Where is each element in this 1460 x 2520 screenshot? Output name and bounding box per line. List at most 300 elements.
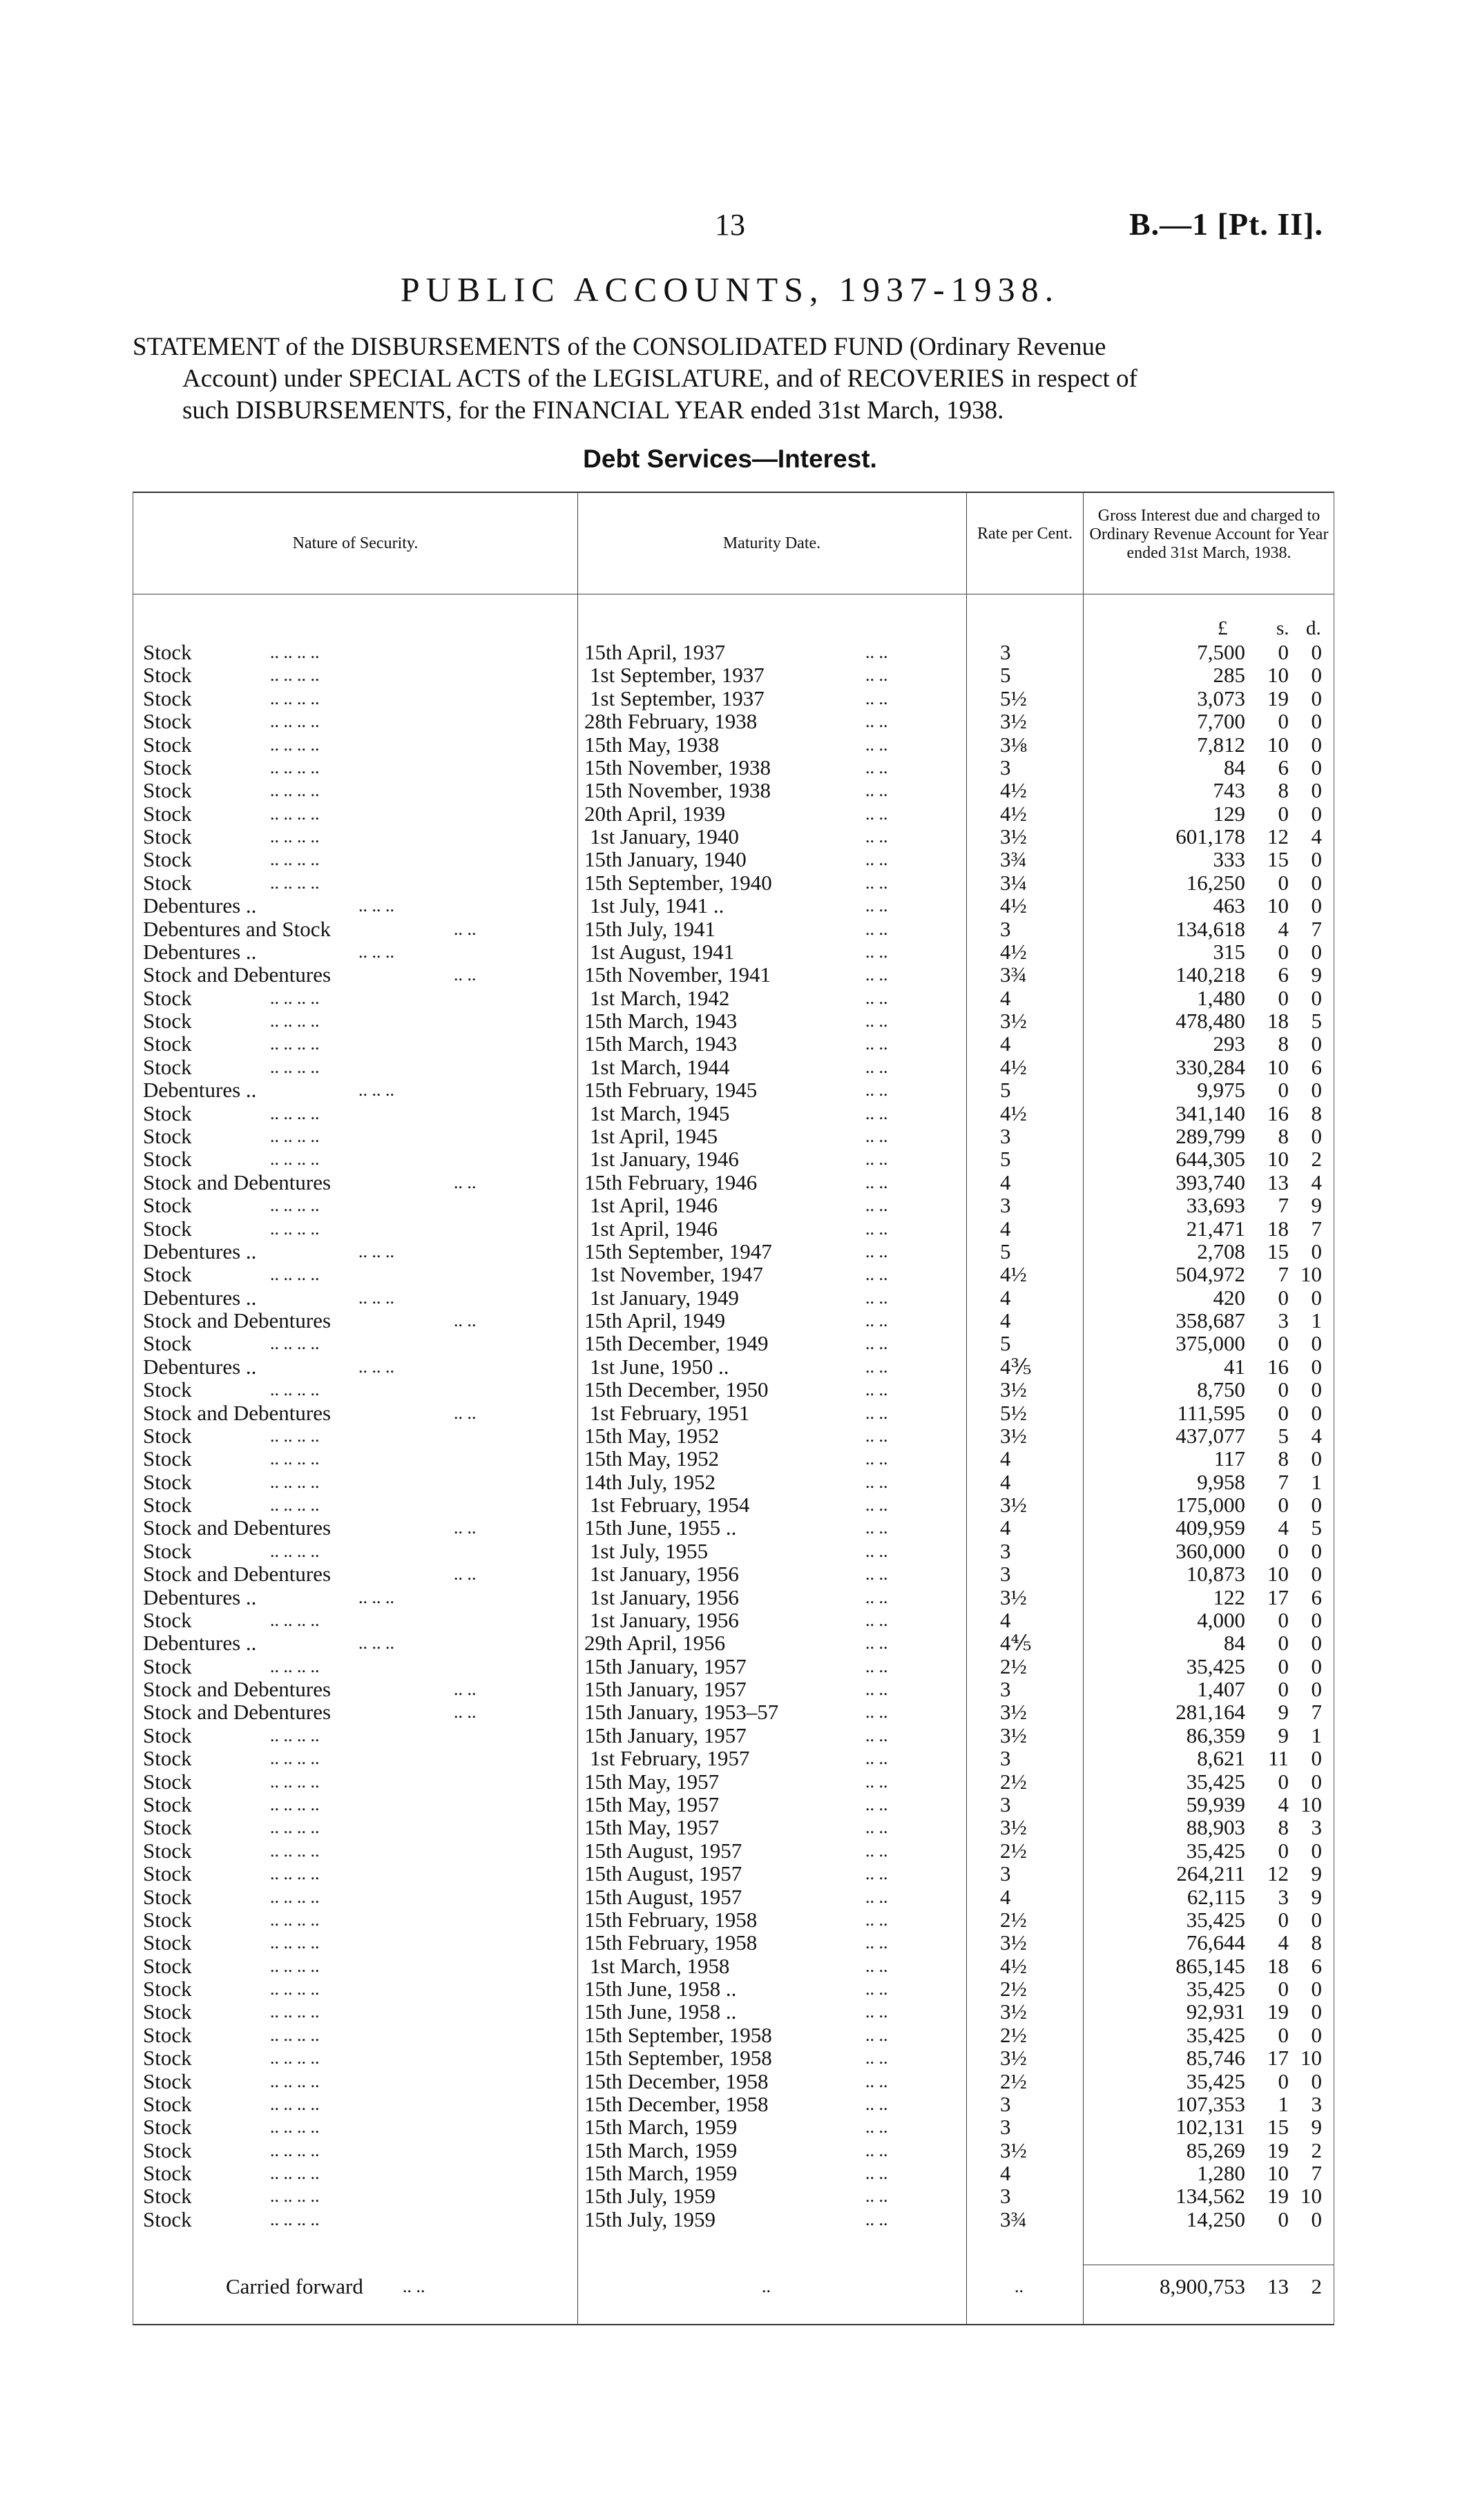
leader-dots: .. .. .. ..: [270, 1495, 320, 1515]
table-row: [133, 848, 1334, 871]
maturity-cell: 15th January, 1940: [584, 847, 747, 872]
leader-dots: .. .. .. ..: [270, 780, 320, 801]
maturity-cell: 15th August, 1957: [584, 1884, 742, 1909]
shillings-cell: 0: [1278, 1654, 1289, 1678]
shillings-cell: 17: [1267, 1584, 1289, 1609]
leader-dots: .. ..: [865, 965, 888, 985]
pence-cell: 4: [1311, 824, 1322, 849]
pounds-cell: 92,931: [1186, 1999, 1245, 2024]
shillings-cell: 8: [1278, 1123, 1289, 1148]
rate-cell: 4: [1000, 1446, 1011, 1471]
pounds-cell: 33,693: [1186, 1193, 1245, 1218]
maturity-cell: 15th September, 1958: [584, 2046, 772, 2071]
pounds-cell: 7,500: [1197, 640, 1245, 664]
pounds-cell: 8,621: [1197, 1746, 1245, 1771]
leader-dots: .. ..: [865, 895, 888, 916]
leader-dots: .. .. .. ..: [270, 734, 320, 755]
leader-dots: .. .. .. ..: [270, 2002, 320, 2022]
pounds-cell: 175,000: [1175, 1493, 1245, 1518]
pounds-cell: 865,145: [1175, 1953, 1245, 1978]
security-cell: Stock: [143, 847, 192, 872]
shillings-cell: 18: [1267, 1009, 1289, 1034]
security-cell: Stock: [143, 1930, 192, 1955]
table-row: [133, 2208, 1334, 2231]
maturity-cell: 15th June, 1955 ..: [584, 1515, 737, 1540]
pounds-cell: 10,873: [1186, 1562, 1245, 1587]
leader-dots: .. ..: [454, 1518, 477, 1538]
pounds-cell: 35,425: [1186, 1907, 1245, 1932]
table-row: [133, 1770, 1334, 1794]
shillings-cell: 0: [1278, 1377, 1289, 1402]
leader-dots: .. ..: [865, 918, 888, 939]
rate-cell: 3: [1000, 916, 1011, 941]
security-cell: Stock: [143, 1769, 192, 1794]
rate-cell: 5½: [1000, 686, 1027, 710]
leader-dots: .. .. .. ..: [270, 1656, 320, 1676]
maturity-cell: 15th September, 1958: [584, 2022, 772, 2047]
table-row: [133, 1332, 1334, 1355]
security-cell: Stock: [143, 1884, 192, 1909]
pounds-cell: 360,000: [1175, 1538, 1245, 1563]
rate-cell: 4: [1000, 1170, 1011, 1194]
leader-dots: .. .. .. ..: [270, 1471, 320, 1492]
pence-cell: 0: [1311, 1631, 1322, 1656]
rate-cell: 4: [1000, 1285, 1011, 1310]
header-rate-per-cent: Rate per Cent.: [977, 525, 1073, 543]
security-cell: Stock: [143, 1493, 192, 1518]
shillings-cell: 4: [1278, 916, 1289, 941]
rate-cell: 4: [1000, 1469, 1011, 1494]
leader-dots: .. ..: [865, 780, 888, 801]
pence-cell: 2: [1311, 2138, 1322, 2162]
leader-dots: .. ..: [865, 872, 888, 893]
leader-dots: .. .. .. ..: [270, 1034, 320, 1054]
leader-dots: .. .. ..: [358, 1356, 394, 1377]
leader-dots: .. ..: [865, 1955, 888, 1976]
maturity-cell: 1st January, 1956: [590, 1584, 739, 1609]
leader-dots: .. ..: [865, 1310, 888, 1331]
rate-cell: 3½: [1000, 1009, 1027, 1034]
leader-dots: .. ..: [865, 1149, 888, 1170]
leader-dots: .. ..: [454, 1702, 477, 1723]
pounds-cell: 35,425: [1186, 2068, 1245, 2093]
table-row: [133, 1263, 1334, 1286]
table-row: [133, 2046, 1334, 2070]
pounds-cell: 264,211: [1176, 1861, 1245, 1886]
maturity-cell: 15th September, 1947: [584, 1239, 772, 1263]
pounds-cell: 35,425: [1186, 1838, 1245, 1863]
pence-cell: 2: [1311, 1147, 1322, 1172]
rate-cell: 3½: [1000, 1377, 1027, 1402]
page-number: 13: [715, 208, 745, 242]
leader-dots: .. .. .. ..: [270, 1955, 320, 1976]
security-cell: Stock: [143, 709, 192, 734]
shillings-cell: 0: [1278, 870, 1289, 895]
shillings-cell: 9: [1278, 1700, 1289, 1725]
security-cell: Stock: [143, 1792, 192, 1816]
shillings-cell: 7: [1278, 1262, 1289, 1287]
maturity-cell: 15th July, 1941: [584, 916, 716, 941]
table-row: [133, 1171, 1334, 1194]
leader-dots: .. ..: [865, 2209, 888, 2229]
maturity-cell: 15th April, 1949: [584, 1308, 726, 1333]
leader-dots: .. .. ..: [358, 1241, 394, 1261]
table-row: [133, 2093, 1334, 2116]
leader-dots: .. ..: [865, 1011, 888, 1031]
shillings-cell: 0: [1278, 1838, 1289, 1863]
security-cell: Stock and Debentures: [143, 1170, 332, 1194]
rate-cell: 3: [1000, 2184, 1011, 2209]
maturity-cell: 15th December, 1950: [584, 1377, 769, 1402]
security-cell: Debentures ..: [143, 1631, 257, 1656]
shillings-cell: 10: [1267, 2161, 1289, 2186]
pounds-cell: 84: [1224, 755, 1245, 779]
pence-cell: 9: [1311, 2115, 1322, 2140]
carried-forward-label: Carried forward: [226, 2274, 363, 2298]
maturity-cell: 20th April, 1939: [584, 801, 726, 826]
leader-dots: .. .. .. ..: [270, 2093, 320, 2114]
table-row: [133, 1631, 1334, 1655]
rate-cell: 2½: [1000, 2068, 1027, 2093]
rate-cell: 3½: [1000, 2138, 1027, 2162]
maturity-cell: 15th January, 1953–57: [584, 1700, 779, 1725]
security-cell: Debentures ..: [143, 1354, 257, 1379]
pence-cell: 0: [1311, 1331, 1322, 1356]
pence-cell: 9: [1311, 1884, 1322, 1909]
pence-cell: 8: [1311, 1930, 1322, 1955]
table-row: [133, 1056, 1334, 1079]
pence-cell: 0: [1311, 1446, 1322, 1471]
table-row: [133, 663, 1334, 687]
maturity-cell: 1st August, 1941: [590, 939, 735, 964]
leader-dots: .. .. .. ..: [270, 2163, 320, 2184]
security-cell: Stock: [143, 1147, 192, 1172]
pence-cell: 0: [1311, 640, 1322, 664]
pence-cell: 10: [1300, 1262, 1322, 1287]
shillings-cell: 0: [1278, 1607, 1289, 1632]
rate-cell: 3: [1000, 2091, 1011, 2116]
leader-dots: .. ..: [865, 711, 888, 732]
shillings-cell: 3: [1278, 1308, 1289, 1333]
security-cell: Stock: [143, 2138, 192, 2162]
rate-cell: 4½: [1000, 939, 1027, 964]
leader-dots: .. ..: [865, 1425, 888, 1446]
security-cell: Stock: [143, 2068, 192, 2093]
leader-dots: .. ..: [454, 918, 477, 939]
table-row: [133, 1355, 1334, 1379]
security-cell: Debentures ..: [143, 939, 257, 964]
leader-dots: .. ..: [865, 1080, 888, 1101]
shillings-cell: 4: [1278, 1930, 1289, 1955]
leader-dots: .. .. .. ..: [270, 757, 320, 777]
pounds-cell: 35,425: [1186, 2022, 1245, 2047]
shillings-cell: 0: [1278, 801, 1289, 826]
maturity-cell: 1st February, 1957: [590, 1746, 750, 1771]
pence-cell: 0: [1311, 893, 1322, 918]
rate-cell: 4: [1000, 2161, 1011, 2186]
security-cell: Stock: [143, 1907, 192, 1932]
pence-cell: 0: [1311, 1838, 1322, 1863]
security-cell: Stock: [143, 686, 192, 710]
maturity-cell: 1st February, 1954: [590, 1493, 750, 1518]
pounds-cell: 315: [1213, 939, 1245, 964]
pounds-cell: 1,280: [1197, 2161, 1245, 2186]
security-cell: Stock: [143, 870, 192, 895]
rate-cell: 3¾: [1000, 2207, 1027, 2231]
header-maturity-date: Maturity Date.: [722, 534, 821, 552]
section-subheading: Debt Services—Interest.: [583, 445, 877, 473]
rate-cell: 4: [1000, 1607, 1011, 1632]
pounds-cell: 7,812: [1197, 732, 1245, 757]
pounds-cell: 9,975: [1197, 1078, 1245, 1103]
security-cell: Debentures ..: [143, 1584, 257, 1609]
leader-dots: .. ..: [865, 1932, 888, 1953]
shillings-cell: 18: [1267, 1216, 1289, 1241]
leader-dots: .. .. .. ..: [270, 1540, 320, 1561]
pence-cell: 6: [1311, 1953, 1322, 1978]
leader-dots: .. ..: [865, 1379, 888, 1400]
shillings-cell: 19: [1267, 1999, 1289, 2024]
unit-shillings: s.: [1276, 617, 1289, 639]
maturity-cell: 1st March, 1958: [590, 1953, 730, 1978]
pence-cell: 0: [1311, 1239, 1322, 1263]
rate-cell: 3⅛: [1000, 732, 1027, 757]
leader-dots: .. .. .. ..: [270, 1195, 320, 1216]
leader-dots: .. ..: [865, 1034, 888, 1054]
leader-dots: .. ..: [865, 1702, 888, 1723]
leader-dots: .. ..: [865, 2048, 888, 2068]
security-cell: Stock: [143, 824, 192, 849]
leader-dots: .. ..: [865, 1241, 888, 1261]
security-cell: Stock: [143, 2207, 192, 2231]
pounds-cell: 129: [1213, 801, 1245, 826]
security-cell: Stock and Debentures: [143, 1515, 332, 1540]
shillings-cell: 0: [1278, 1677, 1289, 1702]
leader-dots: .. .. .. ..: [270, 1264, 320, 1285]
rate-cell: 3: [1000, 640, 1011, 664]
pounds-cell: 84: [1224, 1631, 1245, 1656]
leader-dots: .. ..: [865, 2186, 888, 2207]
maturity-cell: 1st July, 1941 ..: [590, 893, 724, 918]
pounds-cell: 293: [1213, 1031, 1245, 1056]
pence-cell: 9: [1311, 1193, 1322, 1218]
leader-dots: .. .. .. ..: [270, 1125, 320, 1146]
table-row: [133, 2024, 1334, 2047]
leader-dots: .. ..: [865, 849, 888, 870]
rate-cell: 2½: [1000, 1654, 1027, 1678]
rate-cell: 4½: [1000, 1262, 1027, 1287]
maturity-cell: 15th February, 1958: [584, 1930, 758, 1955]
security-cell: Stock: [143, 755, 192, 779]
shillings-cell: 8: [1278, 1446, 1289, 1471]
leader-dots: .. ..: [865, 1448, 888, 1469]
shillings-cell: 0: [1278, 1631, 1289, 1656]
pence-cell: 0: [1311, 1493, 1322, 1518]
pence-cell: 0: [1311, 985, 1322, 1010]
table-row: [133, 1793, 1334, 1816]
security-cell: Stock: [143, 1193, 192, 1218]
table-row: [133, 1286, 1334, 1310]
table-row: [133, 2184, 1334, 2208]
table-row: [133, 940, 1334, 964]
leader-dots: .. ..: [865, 1794, 888, 1814]
leader-dots: .. .. .. ..: [270, 1979, 320, 1999]
shillings-cell: 0: [1278, 1493, 1289, 1518]
leader-dots: .. ..: [865, 2002, 888, 2022]
leader-dots: .. ..: [865, 2163, 888, 2184]
leader-dots: .. .. .. ..: [270, 2117, 320, 2138]
shillings-cell: 6: [1278, 962, 1289, 987]
table-row: [133, 1447, 1334, 1471]
leader-dots: .. .. .. ..: [270, 1794, 320, 1814]
leader-dots: .. ..: [865, 1172, 888, 1192]
leader-dots: .. ..: [865, 1979, 888, 1999]
rate-cell: 3½: [1000, 1423, 1027, 1448]
rate-cell: 3: [1000, 1792, 1011, 1816]
pence-cell: 0: [1311, 2068, 1322, 2093]
page-title: PUBLIC ACCOUNTS, 1937-1938.: [400, 270, 1060, 309]
pounds-cell: 59,939: [1186, 1792, 1245, 1816]
security-cell: Stock: [143, 1331, 192, 1356]
rate-cell: 3: [1000, 1538, 1011, 1563]
table-row: [133, 1977, 1334, 2001]
rate-cell: 3: [1000, 1562, 1011, 1587]
rate-cell: 3½: [1000, 1584, 1027, 1609]
pence-cell: 0: [1311, 1562, 1322, 1587]
leader-dots: .. .. .. ..: [270, 2024, 320, 2045]
rate-cell: 4⅗: [1000, 1354, 1032, 1379]
rate-cell: 4: [1000, 1884, 1011, 1909]
table-row: [133, 756, 1334, 779]
security-cell: Debentures ..: [143, 893, 257, 918]
header-nature-of-security: Nature of Security.: [292, 534, 419, 552]
carried-forward-pounds: 8,900,753: [1160, 2274, 1245, 2298]
leader-dots: .. ..: [865, 1218, 888, 1239]
shillings-cell: 8: [1278, 1815, 1289, 1840]
pence-cell: 0: [1311, 1354, 1322, 1379]
security-cell: Stock: [143, 2161, 192, 2186]
leader-dots: .. .. .. ..: [270, 1748, 320, 1769]
maturity-cell: 1st July, 1955: [590, 1538, 709, 1563]
leader-dots: .. ..: [865, 1564, 888, 1584]
security-cell: Stock: [143, 1101, 192, 1125]
security-cell: Stock: [143, 640, 192, 664]
leader-dots: .. .. .. ..: [270, 1909, 320, 1930]
pence-cell: 8: [1311, 1101, 1322, 1125]
security-cell: Stock: [143, 663, 192, 688]
maturity-cell: 15th December, 1958: [584, 2091, 769, 2116]
leader-dots: .. ..: [865, 1771, 888, 1792]
maturity-cell: 1st January, 1956: [590, 1607, 739, 1632]
leader-dots: ..: [1015, 2276, 1024, 2296]
shillings-cell: 6: [1278, 755, 1289, 779]
security-cell: Stock and Debentures: [143, 1400, 332, 1425]
pounds-cell: 330,284: [1175, 1054, 1245, 1079]
pounds-cell: 35,425: [1186, 1977, 1245, 2002]
security-cell: Stock: [143, 1262, 192, 1287]
rate-cell: 2½: [1000, 1977, 1027, 2002]
leader-dots: .. .. .. ..: [270, 665, 320, 686]
security-cell: Stock: [143, 2022, 192, 2047]
maturity-cell: 15th November, 1938: [584, 755, 771, 779]
leader-dots: .. .. .. ..: [270, 1932, 320, 1953]
leader-dots: .. ..: [454, 1679, 477, 1700]
security-cell: Stock: [143, 778, 192, 803]
leader-dots: .. .. ..: [358, 895, 394, 916]
leader-dots: .. .. .. ..: [270, 711, 320, 732]
pence-cell: 0: [1311, 1746, 1322, 1771]
pence-cell: 7: [1311, 1700, 1322, 1725]
maturity-cell: 15th August, 1957: [584, 1838, 742, 1863]
rate-cell: 3: [1000, 1123, 1011, 1148]
shillings-cell: 13: [1267, 1170, 1289, 1194]
pounds-cell: 375,000: [1175, 1331, 1245, 1356]
table-row: [133, 1078, 1334, 1102]
maturity-cell: 15th May, 1957: [584, 1792, 720, 1816]
security-cell: Stock: [143, 1469, 192, 1494]
maturity-cell: 1st September, 1937: [590, 663, 765, 688]
rate-cell: 3: [1000, 2115, 1011, 2140]
pence-cell: 0: [1311, 870, 1322, 895]
shillings-cell: 10: [1267, 893, 1289, 918]
pounds-cell: 7,700: [1197, 709, 1245, 734]
table-row: [133, 963, 1334, 987]
table-row: [133, 1655, 1334, 1678]
table-row: [133, 1562, 1334, 1586]
rate-cell: 2½: [1000, 1838, 1027, 1863]
table-row: [133, 1471, 1334, 1494]
leader-dots: .. ..: [865, 1725, 888, 1745]
leader-dots: .. ..: [865, 1840, 888, 1861]
leader-dots: .. .. .. ..: [270, 849, 320, 870]
rate-cell: 4½: [1000, 1054, 1027, 1079]
security-cell: Stock: [143, 1607, 192, 1632]
security-cell: Stock: [143, 1216, 192, 1241]
maturity-cell: 15th December, 1949: [584, 1331, 769, 1356]
leader-dots: .. ..: [865, 1056, 888, 1077]
table-row: [133, 1816, 1334, 1839]
security-cell: Stock: [143, 1999, 192, 2024]
security-cell: Stock: [143, 1815, 192, 1840]
shillings-cell: 0: [1278, 1078, 1289, 1103]
security-cell: Stock: [143, 2046, 192, 2071]
table-row: [133, 1516, 1334, 1540]
rate-cell: 3½: [1000, 1815, 1027, 1840]
security-cell: Stock: [143, 2115, 192, 2140]
maturity-cell: 15th August, 1957: [584, 1861, 742, 1886]
pounds-cell: 2,708: [1197, 1239, 1245, 1263]
pence-cell: 0: [1311, 1677, 1322, 1702]
rate-cell: 3: [1000, 1861, 1011, 1886]
pounds-cell: 122: [1213, 1584, 1245, 1609]
maturity-cell: 15th December, 1958: [584, 2068, 769, 2093]
pence-cell: 3: [1311, 2091, 1322, 2116]
maturity-cell: 15th May, 1952: [584, 1423, 720, 1448]
maturity-cell: 15th April, 1937: [584, 640, 726, 664]
table-row: [133, 1678, 1334, 1701]
maturity-cell: 15th May, 1952: [584, 1446, 720, 1471]
pounds-cell: 1,480: [1197, 985, 1245, 1010]
pounds-cell: 134,618: [1175, 916, 1245, 941]
leader-dots: .. .. .. ..: [270, 1103, 320, 1123]
leader-dots: .. .. .. ..: [270, 2186, 320, 2207]
table-row: [133, 1194, 1334, 1217]
security-cell: Stock: [143, 801, 192, 826]
leader-dots: .. ..: [403, 2276, 425, 2296]
leader-dots: .. ..: [865, 642, 888, 662]
security-cell: Stock: [143, 1654, 192, 1678]
pence-cell: 0: [1311, 663, 1322, 688]
